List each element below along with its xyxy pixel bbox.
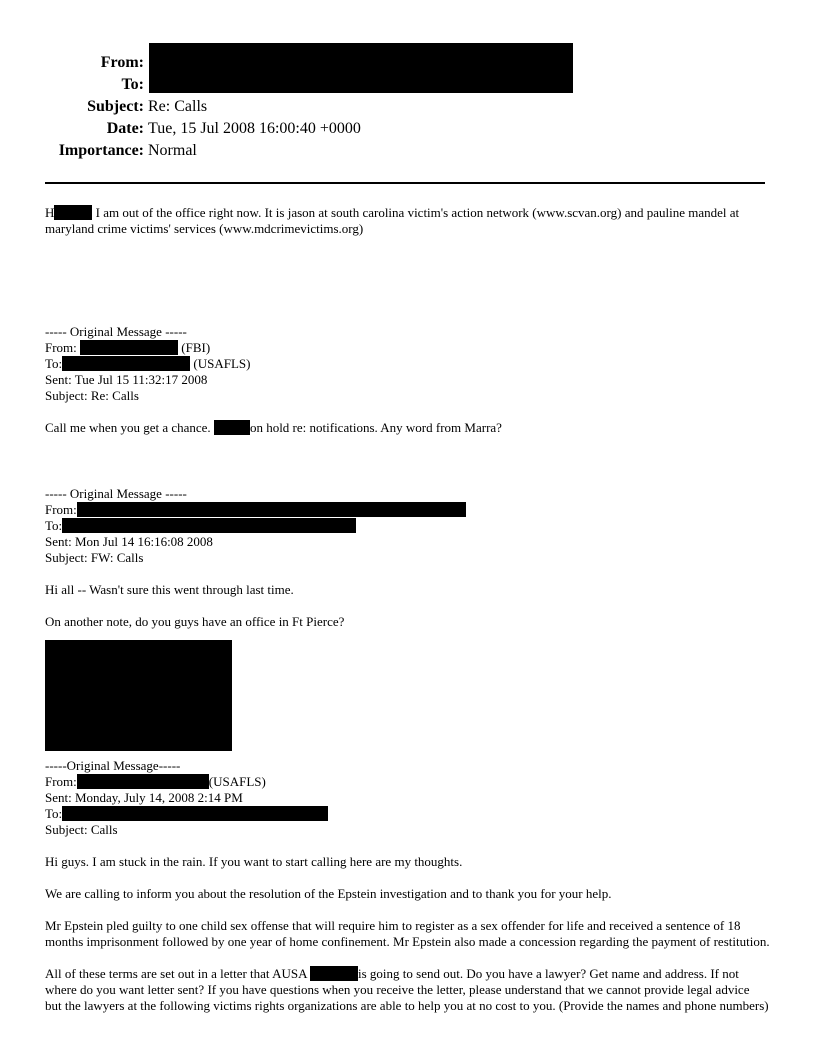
redaction-inline bbox=[214, 420, 250, 435]
msg1-subject: Subject: Re: Calls bbox=[45, 388, 139, 403]
subject-label: Subject: bbox=[87, 98, 144, 115]
reply-greeting: H bbox=[45, 205, 55, 220]
redaction-signature-block bbox=[45, 640, 232, 751]
redaction-inline bbox=[54, 205, 92, 220]
to-label: To: bbox=[121, 76, 144, 93]
msg2-subject: Subject: FW: Calls bbox=[45, 550, 144, 565]
redaction-inline bbox=[62, 806, 328, 821]
importance-value: Normal bbox=[148, 142, 197, 159]
msg1-from bbox=[45, 340, 210, 356]
msg3-to bbox=[45, 806, 328, 822]
redaction-inline bbox=[62, 356, 190, 371]
msg3-sent: Sent: Monday, July 14, 2008 2:14 PM bbox=[45, 790, 243, 805]
msg2-from bbox=[45, 502, 466, 518]
msg3-paragraph-4-line-3: but the lawyers at the following victims rights organizations are able to help you at no cost to you. (Provide the names and phone numbers) bbox=[45, 998, 769, 1013]
msg3-separator: -----Original Message----- bbox=[45, 758, 181, 773]
msg1-body-prefix: Call me when you get a chance. bbox=[45, 420, 211, 435]
reply-line-2: maryland crime victims' services (www.mdcrimevictims.org) bbox=[45, 221, 364, 236]
reply-line-1 bbox=[45, 205, 739, 221]
msg3-from-label: From: bbox=[45, 774, 77, 789]
msg3-paragraph-1: Hi guys. I am stuck in the rain. If you want to start calling here are my thoughts. bbox=[45, 854, 463, 869]
msg2-separator: ----- Original Message ----- bbox=[45, 486, 187, 501]
redaction-inline bbox=[62, 518, 356, 533]
msg1-separator: ----- Original Message ----- bbox=[45, 324, 187, 339]
msg2-body-1: Hi all -- Wasn't sure this went through last time. bbox=[45, 582, 294, 597]
msg3-paragraph-4-line-2: where do you want letter sent? If you have questions when you receive the letter, please understand that we cannot provide legal advice bbox=[45, 982, 750, 997]
msg1-from-suffix: (FBI) bbox=[181, 340, 211, 355]
date-value: Tue, 15 Jul 2008 16:00:40 +0000 bbox=[148, 120, 361, 137]
redaction-inline bbox=[77, 502, 466, 517]
msg2-body-2: On another note, do you guys have an office in Ft Pierce? bbox=[45, 614, 345, 629]
msg1-to bbox=[45, 356, 250, 372]
redaction-header-addresses bbox=[149, 43, 573, 93]
msg1-to-label: To: bbox=[45, 356, 63, 371]
msg2-from-label: From: bbox=[45, 502, 77, 517]
header-divider bbox=[45, 182, 765, 184]
msg1-sent: Sent: Tue Jul 15 11:32:17 2008 bbox=[45, 372, 208, 387]
redaction-inline bbox=[80, 340, 178, 355]
msg3-from-suffix: (USAFLS) bbox=[208, 774, 266, 789]
msg3-paragraph-3-line-1: Mr Epstein pled guilty to one child sex offense that will require him to register as a sex offender for life and received a sentence of 18 bbox=[45, 918, 741, 933]
msg3-paragraph-4-line-1 bbox=[45, 966, 739, 982]
msg3-paragraph-2: We are calling to inform you about the resolution of the Epstein investigation and to thank you for your help. bbox=[45, 886, 612, 901]
msg1-body-suffix: on hold re: notifications. Any word from Marra? bbox=[249, 420, 502, 435]
msg2-to-label: To: bbox=[45, 518, 63, 533]
msg3-from bbox=[45, 774, 266, 790]
msg3-subject: Subject: Calls bbox=[45, 822, 118, 837]
msg3-p4-prefix: All of these terms are set out in a letter that AUSA bbox=[45, 966, 307, 981]
msg2-sent: Sent: Mon Jul 14 16:16:08 2008 bbox=[45, 534, 213, 549]
reply-text-1: I am out of the office right now. It is jason at south carolina victim's action network (www.scvan.org) and pauline mandel at bbox=[95, 205, 740, 220]
date-label: Date: bbox=[106, 120, 144, 137]
subject-value: Re: Calls bbox=[148, 98, 208, 115]
msg1-body bbox=[45, 420, 502, 436]
importance-label: Importance: bbox=[58, 142, 144, 159]
msg3-to-label: To: bbox=[45, 806, 63, 821]
msg2-to bbox=[45, 518, 356, 534]
msg1-to-suffix: (USAFLS) bbox=[193, 356, 251, 371]
redaction-inline bbox=[77, 774, 209, 789]
msg3-p4-suffix: is going to send out. Do you have a lawyer? Get name and address. If not bbox=[358, 966, 739, 981]
msg1-from-label: From: bbox=[45, 340, 77, 355]
msg3-paragraph-3-line-2: months imprisonment followed by one year of home confinement. Mr Epstein also made a concession regarding the payment of restitution. bbox=[45, 934, 770, 949]
redaction-inline bbox=[310, 966, 358, 981]
from-label: From: bbox=[100, 54, 144, 71]
